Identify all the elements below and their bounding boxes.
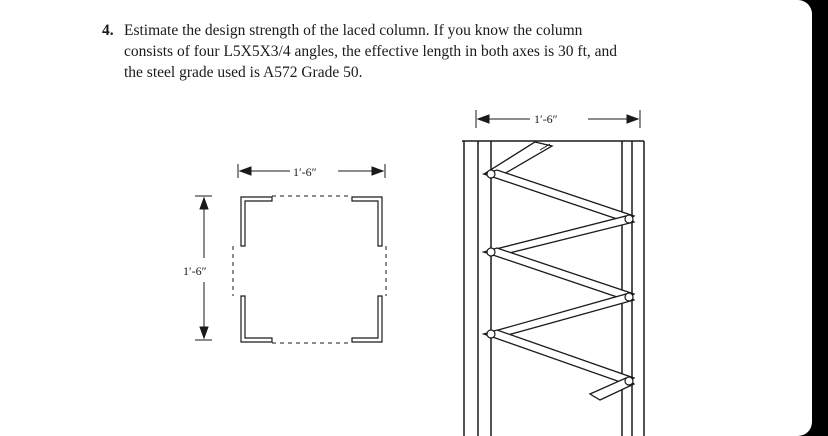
elevation-width-dimension [476,110,640,128]
angle-bottom-right [352,296,382,342]
lacing-bars [484,142,634,400]
problem-line-3: the steel grade used is A572 Grade 50. [124,64,363,81]
section-height-label: 1′-6″ [183,264,207,278]
angle-bottom-left [241,296,272,342]
elevation-diagram [462,110,644,436]
elevation-width-label: 1′-6″ [534,112,558,126]
cross-section-diagram [183,164,386,343]
section-width-label: 1′-6″ [293,165,317,179]
angle-top-left [241,197,272,246]
angle-top-right [352,197,382,246]
problem-line-1: 4. Estimate the design strength of the laced column. If you know the column [102,22,583,39]
lacing-dashed-outline [233,196,386,343]
problem-number: 4. [102,22,114,39]
problem-line-2: consists of four L5X5X3/4 angles, the effective length in both axes is 30 ft, and [124,43,618,60]
